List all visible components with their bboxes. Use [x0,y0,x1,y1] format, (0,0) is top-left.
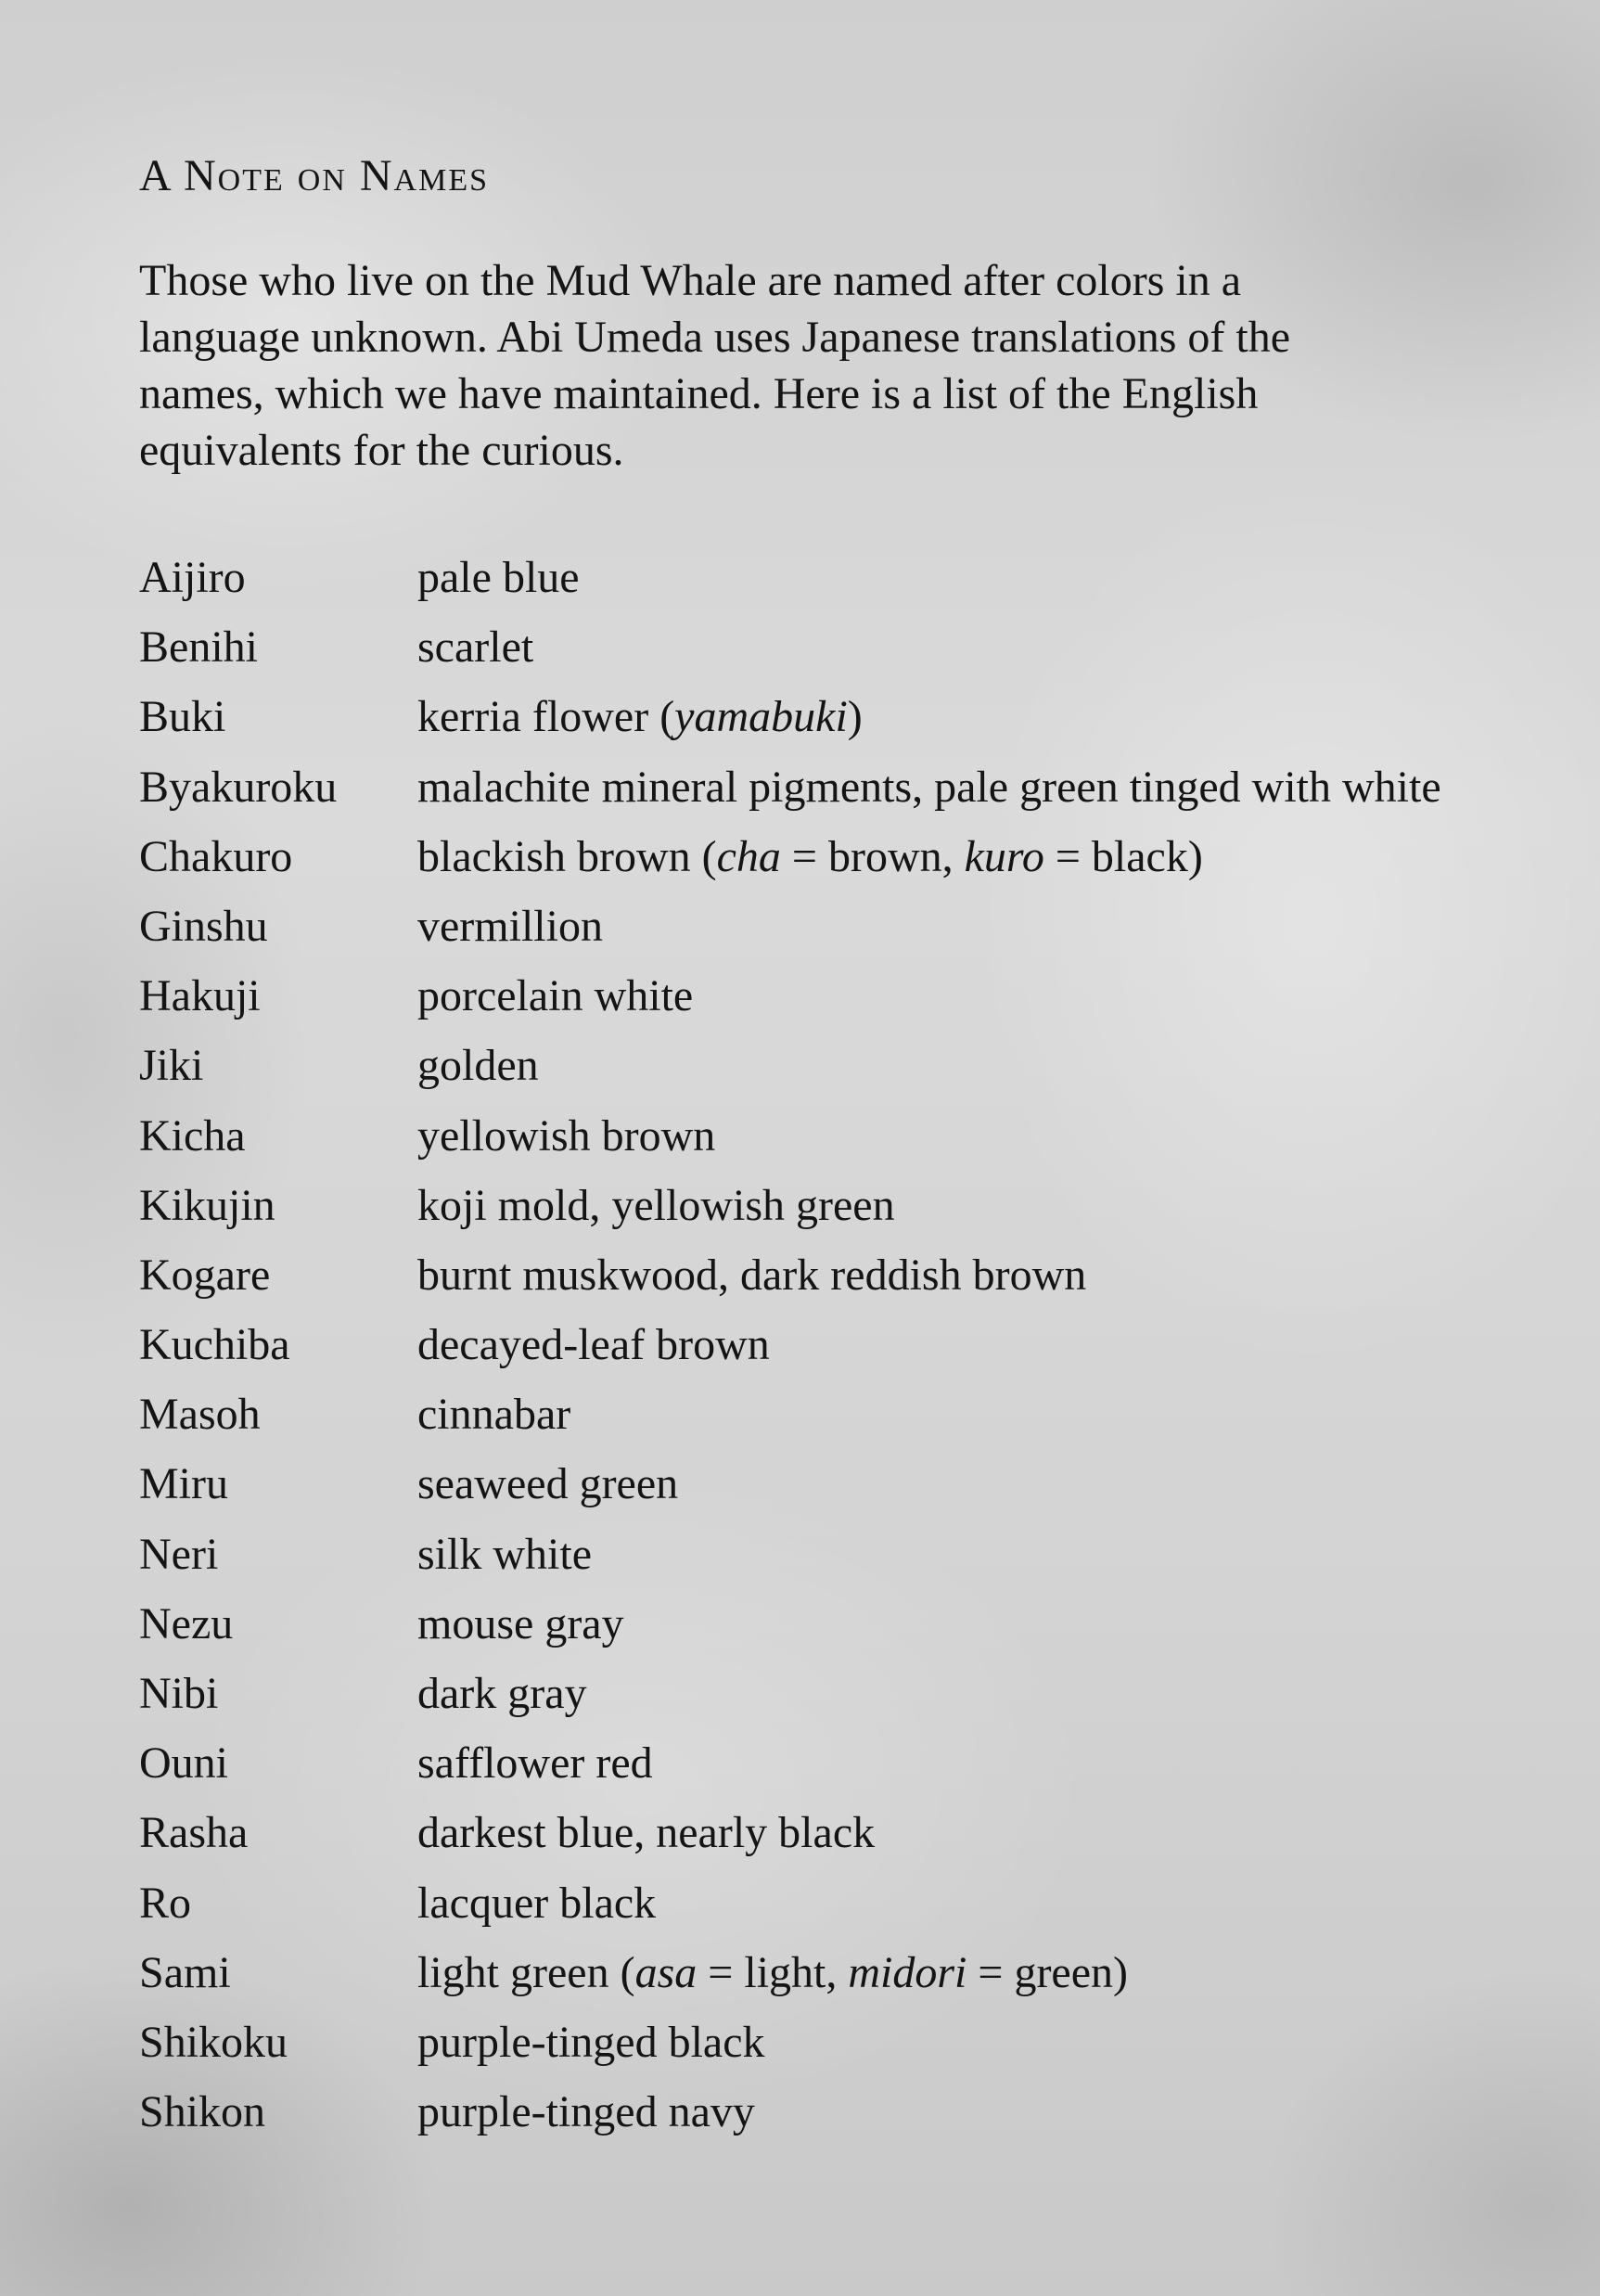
name-term: Ginshu [139,901,268,951]
definition-text: ) [847,692,863,742]
name-term: Rasha [139,1808,249,1858]
definition-text: safflower red [417,1738,653,1789]
definition-text: scarlet [417,622,534,673]
name-definition [417,1031,539,1100]
definition-text: silk white [417,1529,592,1579]
definition-text: blackish brown ( [417,831,717,881]
name-term: Sami [139,1947,231,1997]
definition-italic-term: cha [716,831,781,881]
name-term: Kicha [139,1110,246,1161]
name-definition [417,1520,592,1589]
definition-italic-term: yamabuki [674,692,848,742]
name-term: Nezu [139,1598,234,1648]
name-definition [417,822,1203,891]
name-term: Ouni [139,1738,228,1789]
definition-text: koji mold, yellowish green [417,1180,895,1230]
name-definition [417,752,1441,822]
name-definition [417,1728,653,1798]
name-term: Aijiro [139,553,246,602]
name-term: Ro [139,1878,192,1928]
name-term: Kuchiba [139,1320,290,1370]
name-definition [417,682,863,751]
name-definition [417,1101,715,1171]
name-term: Nibi [139,1669,219,1718]
name-definition [417,2077,755,2147]
definition-text: kerria flower ( [417,692,675,742]
page-heading: A Note on Names [139,151,490,200]
definition-text: golden [417,1041,539,1091]
definition-text: purple-tinged black [417,2017,765,2067]
definition-text: decayed-leaf brown [417,1320,770,1370]
definition-text: purple-tinged navy [417,2087,755,2137]
intro-paragraph [139,252,1419,479]
definition-text: = brown, [780,831,965,881]
name-term: Benihi [139,622,258,673]
definition-text: burnt muskwood, dark reddish brown [417,1250,1087,1300]
definition-text: lacquer black [417,1878,657,1928]
name-definition [417,1240,1086,1310]
definition-italic-term: kuro [964,831,1044,881]
intro-line: Those who live on the Mud Whale are named after colors in a [139,256,1242,305]
name-definition [417,1449,678,1519]
name-definition [417,612,533,682]
definition-text: = green) [966,1947,1129,1997]
name-term: Miru [139,1459,228,1509]
name-term: Jiki [139,1041,204,1091]
definition-text: darkest blue, nearly black [417,1808,876,1858]
name-term: Chakuro [139,831,293,881]
name-definition [417,1310,770,1379]
name-term: Kogare [139,1250,271,1300]
name-definition [417,1938,1128,2007]
definition-text: light green ( [417,1947,635,1997]
name-definition [417,1589,624,1659]
definition-text: mouse gray [417,1598,624,1648]
intro-line: equivalents for the curious. [139,426,624,475]
definition-italic-term: midori [848,1947,967,1997]
name-definition [417,543,580,612]
definition-text: = light, [697,1947,849,1997]
definition-text: seaweed green [417,1459,679,1509]
intro-line: language unknown. Abi Umeda uses Japanese translations of the [139,313,1291,362]
name-definition [417,1171,895,1240]
name-definition [417,961,693,1031]
name-definition [417,1659,587,1728]
name-definition [417,2007,765,2077]
definition-text: yellowish brown [417,1110,716,1161]
name-definition [417,1379,570,1449]
definition-text: malachite mineral pigments, pale green tinged with white [417,762,1441,812]
name-definition [417,891,603,961]
name-definition [417,1868,656,1938]
name-term: Kikujin [139,1180,275,1230]
name-term: Shikon [139,2087,266,2137]
definition-text: dark gray [417,1669,587,1718]
name-term: Neri [139,1529,219,1579]
intro-line: names, which we have maintained. Here is a list of the English [139,369,1259,418]
definition-text: = black) [1043,831,1203,881]
name-term: Byakuroku [139,762,338,812]
definition-text: vermillion [417,901,603,951]
name-term: Hakuji [139,971,261,1021]
name-term: Buki [139,692,226,742]
definition-text: cinnabar [417,1390,571,1440]
name-term: Shikoku [139,2017,288,2067]
definition-italic-term: asa [634,1947,698,1997]
name-term: Masoh [139,1390,261,1440]
name-definition [417,1798,875,1867]
definition-text: porcelain white [417,971,694,1021]
definition-text: pale blue [417,553,580,602]
